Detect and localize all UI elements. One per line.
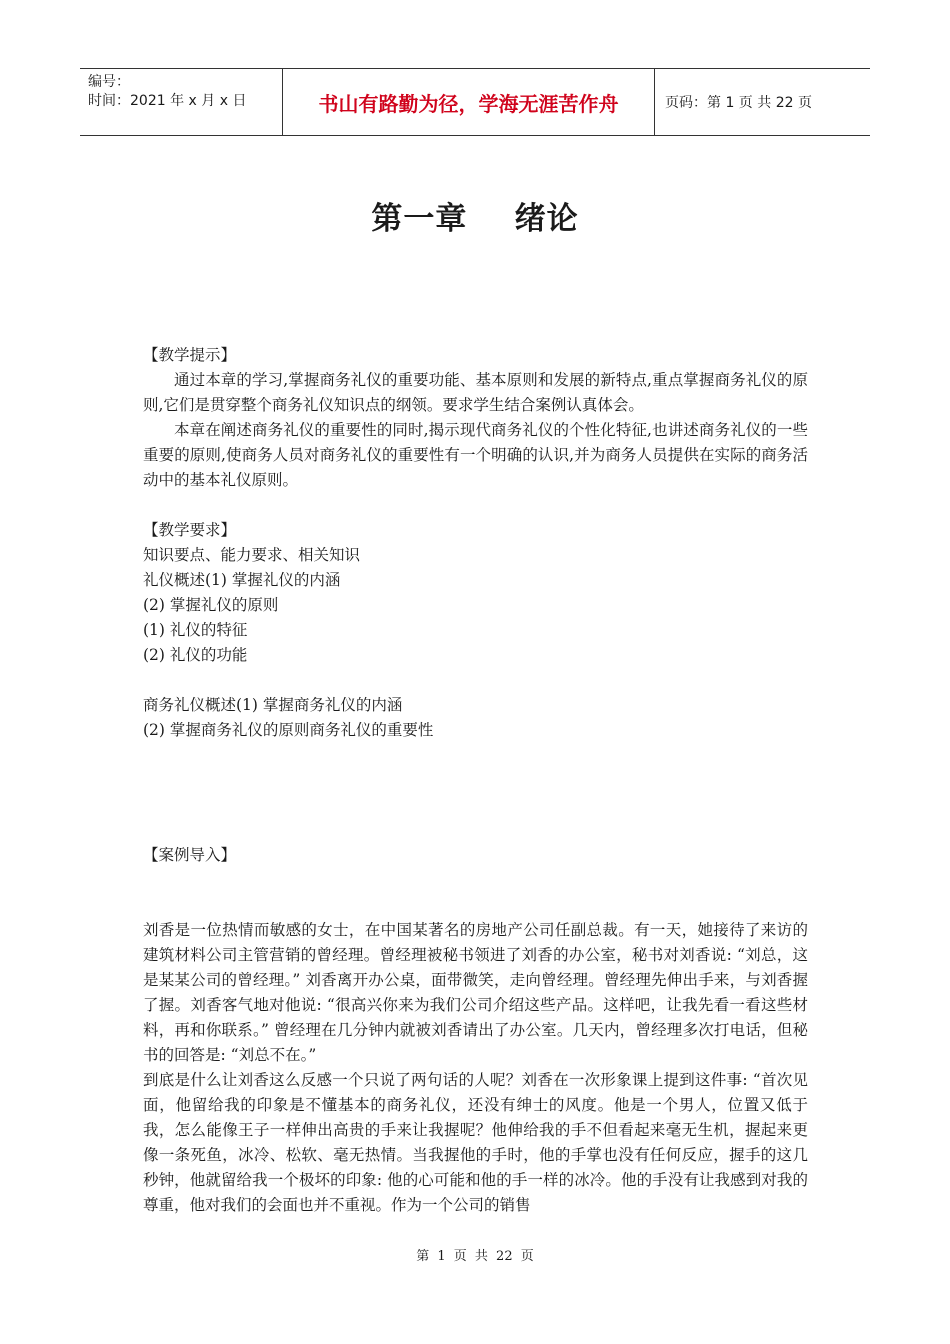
- teaching-tips-paragraph: 本章在阐述商务礼仪的重要性的同时,揭示现代商务礼仪的个性化特征,也讲述商务礼仪的一些重要的原则,使商务人员对商务礼仪的重要性有一个明确的认识,并为商务人员提供在实际的商务活动中的基本礼仪原则。: [143, 421, 808, 489]
- case-paragraph: 刘香是一位热情而敏感的女士，在中国某著名的房地产公司任副总裁。有一天，她接待了来访的建筑材料公司主管营销的曾经理。曾经理被秘书领进了刘香的办公室，秘书对刘香说: “刘总，这是某某公司的曾经理。” 刘香离开办公桌，面带微笑，走向曾经理。曾经理先伸出手来，与刘香握了握。刘香客气地对他说: “很高兴你来为我们公司介绍这些产品。这样吧，让我先看一看这些材料，再和你联系。” 曾经理在几分钟内就被刘香请出了办公室。几天内，曾经理多次打电话，但秘书的回答是: “刘总不在。”: [143, 921, 808, 1064]
- teaching-tips-paragraph: 通过本章的学习,掌握商务礼仪的重要功能、基本原则和发展的新特点,重点掌握商务礼仪的原则,它们是贯穿整个商务礼仪知识点的纲领。要求学生结合案例认真体会。: [143, 371, 808, 414]
- teaching-requirements-section: [143, 518, 808, 668]
- requirement-line: 礼仪概述(1) 掌握礼仪的内涵: [143, 571, 341, 589]
- date-label: 时间：2021 年 x 月 x 日: [88, 93, 247, 109]
- teaching-requirements-heading: 【教学要求】: [143, 521, 237, 539]
- chapter-title: 第一章 绪论: [371, 201, 579, 237]
- case-intro-heading: 【案例导入】: [143, 846, 237, 864]
- header-left-cell: [80, 69, 282, 135]
- requirement-line: (1) 礼仪的特征: [143, 621, 248, 639]
- header-motto: 书山有路勤为径，学海无涯苦作舟: [282, 69, 655, 135]
- requirement-line: (2) 掌握礼仪的原则: [143, 596, 279, 614]
- teaching-tips-section: [143, 343, 808, 493]
- header-table: [80, 68, 870, 136]
- requirement-line: (2) 掌握商务礼仪的原则商务礼仪的重要性: [143, 721, 434, 739]
- requirement-line: (2) 礼仪的功能: [143, 646, 248, 664]
- requirement-line: 商务礼仪概述(1) 掌握商务礼仪的内涵: [143, 696, 403, 714]
- page-footer: 第 1 页 共 22 页: [416, 1249, 534, 1264]
- case-paragraph: 到底是什么让刘香这么反感一个只说了两句话的人呢？刘香在一次形象课上提到这件事: “首次见面，他留给我的印象是不懂基本的商务礼仪，还没有绅士的风度。他是一个男人，位置又低于我，怎么能像王子一样伸出高贵的手来让我握呢？他伸给我的手不但看起来毫无生机，握起来更像一条死鱼，冰冷、松软、毫无热情。当我握他的手时，他的手掌也没有任何反应，握手的这几秒钟，他就留给我一个极坏的印象: 他的心可能和他的手一样的冰冷。他的手没有让我感到对我的尊重，他对我们的会面也并不重视。作为一个公司的销售: [143, 1071, 808, 1214]
- requirement-line: 知识要点、能力要求、相关知识: [143, 546, 361, 564]
- case-intro-heading-block: [143, 843, 808, 868]
- teaching-requirements-section-2: [143, 693, 808, 743]
- teaching-tips-heading: 【教学提示】: [143, 346, 237, 364]
- number-label: 编号：: [88, 74, 130, 90]
- header-page-info: 页码：第 1 页 共 22 页: [665, 95, 812, 111]
- case-intro-body: [143, 918, 808, 1218]
